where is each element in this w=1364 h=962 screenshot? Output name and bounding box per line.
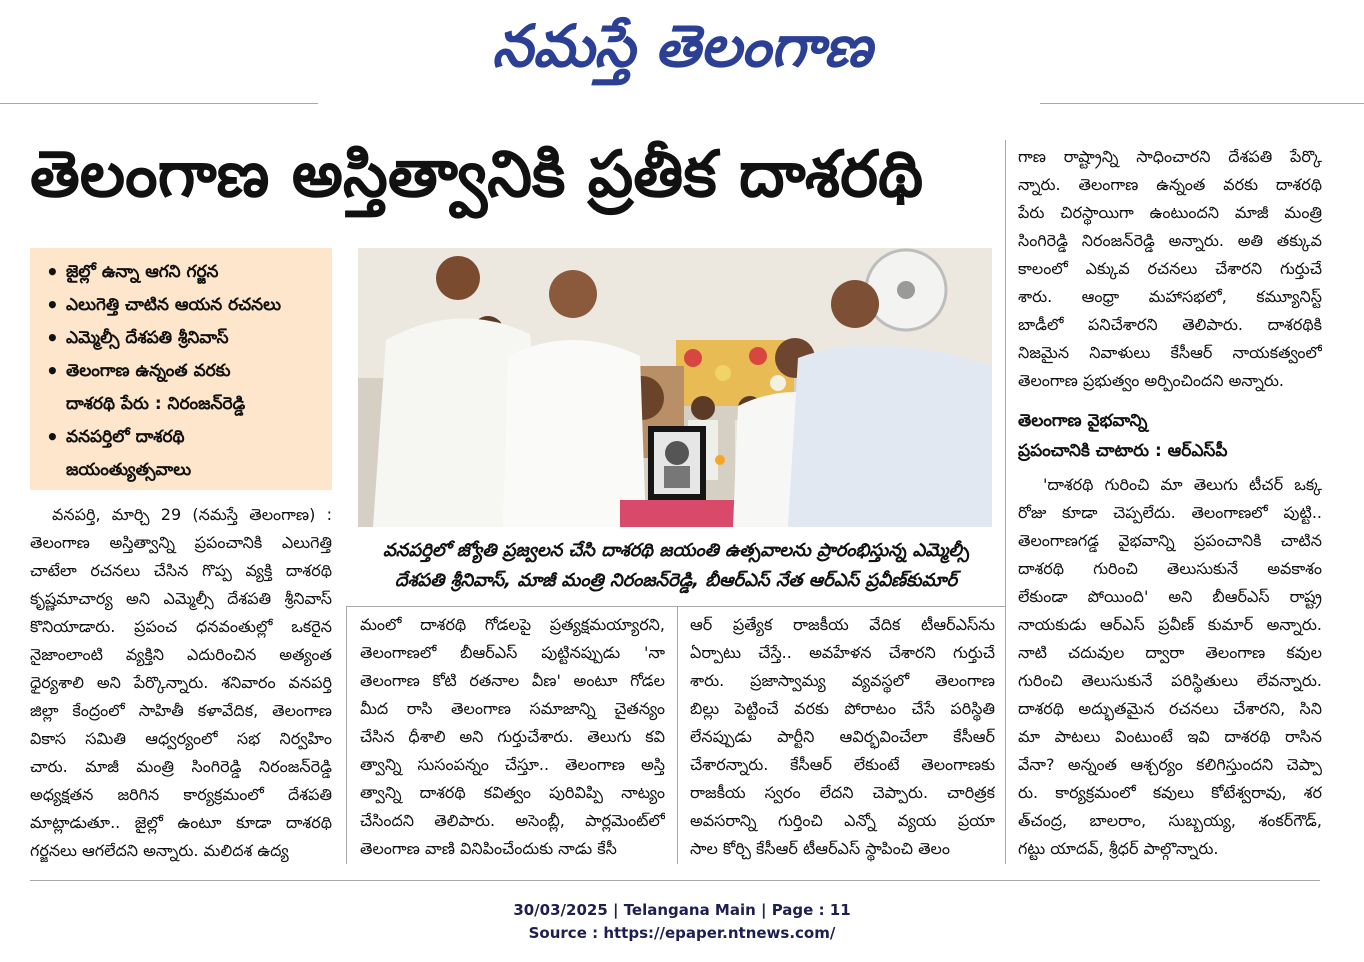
text-line: న్నారు. తెలంగాణ ఉన్నంత వరకు దాశరథి <box>1018 175 1322 194</box>
event-photo-image <box>358 248 992 527</box>
table <box>620 500 740 527</box>
text-line: చేసిన ధీశాలి అని గుర్తుచేశారు. తెలుగు కవి <box>360 727 665 746</box>
text-line: మాట్లాడుతూ.. జైల్లో ఉంటూ కూడా దాశరథి <box>30 813 332 832</box>
newspaper-masthead-logo: నమస్తే తెలంగాణ <box>492 12 872 80</box>
ceiling-fan <box>866 250 946 330</box>
lamp-flame <box>715 455 725 465</box>
text-line: రోజు కూడా చెప్పలేదు. తెలంగాణలో పుట్టి.. <box>1018 503 1322 522</box>
caption-line: వనపర్తిలో జ్యోతి ప్రజ్వలన చేసి దాశరథి జయంతి ఉత్సవాలను ప్రారంభిస్తున్న ఎమ్మెల్సీ <box>382 540 970 561</box>
text-line: సింగిరెడ్డి నిరంజన్‌రెడ్డి అన్నారు. అతి తక్కువ <box>1018 231 1322 250</box>
article-column-2 <box>360 611 665 863</box>
article-column-4-top <box>1018 143 1322 395</box>
text-line: చేశారన్నారు. కేసీఆర్ లేకుంటే తెలంగాణకు <box>690 755 995 774</box>
article-subheading <box>1018 406 1322 466</box>
text-line: బిల్లు పెట్టించే వరకు పోరాటం చేసే పరిస్థితి <box>690 699 995 718</box>
caption-bottom-rule <box>346 606 1005 607</box>
text-line: దాశరథి గురించి తెలుసుకునే అవకాశం <box>1018 559 1322 578</box>
text-line: నిజమైన నివాళులు కేసీఆర్ నాయకత్వంలో <box>1018 343 1322 362</box>
highlight-text: • వనపర్తిలో దాశరథి <box>30 421 332 454</box>
text-line: అవసరాన్ని గుర్తించి ఎన్నో వ్యయ ప్రయా <box>690 811 995 830</box>
highlight-item <box>30 421 332 487</box>
text-line: అధ్యక్షతన జరిగిన కార్యక్రమంలో దేశపతి <box>30 785 332 804</box>
masthead-rule-right <box>1040 103 1364 104</box>
article-column-3 <box>690 611 995 863</box>
text-line: శారు. ప్రజాస్వామ్య వ్యవస్థలో తెలంగాణ <box>690 671 995 690</box>
text-line: బాడీలో పనిచేశారని తెలిపారు. దాశరథికి <box>1018 315 1322 334</box>
highlight-text: • ఎమ్మెల్సీ దేశపతి శ్రీనివాస్ <box>30 322 332 355</box>
text-line: చేసిందని తెలిపారు. అసెంబ్లీ, పార్లమెంట్‌లో <box>360 811 665 830</box>
highlight-text: • తెలంగాణ ఉన్నంత వరకు <box>30 355 332 388</box>
text-line: కాలంలో ఎక్కువ రచనలు చేశారని గుర్తుచే <box>1018 259 1322 278</box>
text-line: త్‌చంద్ర, బాలరాం, సుబ్బయ్య, శంకర్‌గౌడ్, <box>1018 811 1322 830</box>
text-line: తెలంగాణలో బీఆర్‌ఎస్ పుట్టినప్పుడు 'నా <box>360 643 665 662</box>
text-line: 'దాశరథి గురించి మా తెలుగు టీచర్ ఒక్క <box>1043 475 1322 494</box>
text-line: త్వాన్ని దాశరథి కవిత్వం పురివిప్పి నాట్యం <box>360 783 665 802</box>
text-line: ఏర్పాటు చేస్తే.. అవహేళన చేశారని గుర్తుచే <box>690 643 995 662</box>
text-line: నైజాంలాంటి వ్యక్తిని ఎదురించిన అత్యంత <box>30 645 332 664</box>
footer-source: Source : https://epaper.ntnews.com/ <box>528 924 836 942</box>
text-line: లేనప్పుడు పార్టీని ఆవిర్భవించేలా కేసీఆర్ <box>690 727 995 746</box>
column-divider-right <box>1005 140 1006 864</box>
text-line: కొనియాడారు. ప్రపంచ ధనవంతుల్లో ఒకరైన <box>30 617 332 636</box>
text-line: వేనా? అన్నంత ఆశ్చర్యం కలిగిస్తుందని చెప్పా <box>1018 755 1322 774</box>
text-line: దాశరథి అద్భుతమైన రచనలు చేశారని, సిని <box>1018 699 1322 718</box>
highlight-item <box>30 289 332 322</box>
text-line: చారు. మాజీ మంత్రి సింగిరెడ్డి నిరంజన్‌రెడ్డి <box>30 757 332 776</box>
article-column-1 <box>30 501 332 865</box>
text-line: రాజకీయ స్వరం లేదని చెప్పారు. చారిత్రక <box>690 783 995 802</box>
article-headline: తెలంగాణ అస్తిత్వానికి ప్రతీక దాశరథి <box>30 138 924 212</box>
text-line: ధైర్యశాలి అని పేర్కొన్నారు. శనివారం వనపర్తి <box>30 673 332 692</box>
highlight-text: • జైల్లో ఉన్నా ఆగని గర్జన <box>30 256 332 289</box>
text-line: వనపర్తి, మార్చి 29 (నమస్తే తెలంగాణ) : <box>52 505 332 524</box>
photo-caption <box>366 536 986 598</box>
highlight-item <box>30 322 332 355</box>
text-line: తెలంగాణ అస్తిత్వాన్ని ప్రపంచానికి ఎలుగెత్తి <box>30 533 332 552</box>
column-divider-1 <box>346 607 347 864</box>
highlight-text: దాశరథి పేరు : నిరంజన్‌రెడ్డి <box>66 394 246 414</box>
text-line: శారు. ఆంధ్రా మహాసభలో, కమ్యూనిస్ట్ <box>1018 287 1322 306</box>
portrait-frame <box>648 426 706 500</box>
footer-rule <box>30 880 1320 881</box>
text-line: పేరు చిరస్థాయిగా ఉంటుందని మాజీ మంత్రి <box>1018 203 1322 222</box>
text-line: మా పాటలు వింటుంటే ఇవి దాశరథి రాసిన <box>1018 727 1322 746</box>
text-line: కృష్ణమాచార్య అని ఎమ్మెల్సీ దేశపతి శ్రీనివాస్ <box>30 589 332 608</box>
footer-date-edition-page: 30/03/2025 | Telangana Main | Page : 11 <box>513 901 851 919</box>
text-line: వికాస సమితి ఆధ్వర్యంలో సభ నిర్వహిం <box>30 729 332 748</box>
text-line: గురించి తెలుసుకునే పరిస్థితులు లేవన్నారు. <box>1018 671 1322 690</box>
text-line: లేకుండా పోయింది' అని బీఆర్‌ఎస్ రాష్ట్ర <box>1018 587 1322 606</box>
subheading-line: ప్రపంచానికి చాటారు : ఆర్‌ఎస్‌పీ <box>1018 441 1228 461</box>
text-line: గర్జనలు ఆగలేదని అన్నారు. మలిదశ ఉద్య <box>30 841 289 860</box>
text-line: చాటేలా రచనలు చేసిన గొప్ప వ్యక్తి దాశరథి <box>30 561 332 580</box>
highlights-box <box>30 248 332 490</box>
text-line: సాల కోర్చి కేసీఆర్ టీఆర్‌ఎస్ స్థాపించి తెలం <box>690 839 950 858</box>
text-line: తెలంగాణ ప్రభుత్వం అర్పించిందని అన్నారు. <box>1018 371 1284 390</box>
text-line: మీద రాసి తెలంగాణ సమాజాన్ని చైతన్యం <box>360 699 665 718</box>
text-line: గట్టు యాదవ్, శ్రీధర్ పాల్గొన్నారు. <box>1018 839 1219 858</box>
text-line: త్వాన్ని సుసంపన్నం చేస్తూ.. తెలంగాణ అస్తి <box>360 755 665 774</box>
column-divider-2 <box>677 607 678 864</box>
text-line: తెలంగాణ వాణి వినిపించేందుకు నాడు కేసీ <box>360 839 617 858</box>
highlight-text: జయంత్యుత్సవాలు <box>66 460 192 480</box>
text-line: తెలంగాణ కోటి రతనాల వీణ' అంటూ గోడల <box>360 671 665 690</box>
caption-line: దేశపతి శ్రీనివాస్, మాజీ మంత్రి నిరంజన్‌రెడ్డి, బీఆర్‌ఎస్ నేత ఆర్‌ఎస్ ప్రవీణ్‌కుమార్ <box>394 570 958 591</box>
highlight-item <box>30 355 332 421</box>
text-line: జిల్లా కేంద్రంలో సాహితీ కళావేదిక, తెలంగాణ <box>30 701 332 720</box>
text-line: నాయకుడు ఆర్‌ఎస్ ప్రవీణ్ కుమార్ అన్నారు. <box>1018 615 1322 634</box>
event-photo <box>358 248 992 527</box>
article-column-4-bottom <box>1018 471 1322 863</box>
text-line: మంలో దాశరథి గోడలపై ప్రత్యక్షమయ్యారని, <box>360 615 665 634</box>
text-line: రు. కార్యక్రమంలో కవులు కోటేశ్వరావు, శర <box>1018 783 1322 802</box>
subheading-line: తెలంగాణ వైభవాన్ని <box>1018 411 1148 431</box>
text-line: తెలంగాణగడ్డ వైభవాన్ని ప్రపంచానికి చాటిన <box>1018 531 1322 550</box>
text-line: గాణ రాష్ట్రాన్ని సాధించారని దేశపతి పేర్కొ <box>1018 147 1322 166</box>
highlight-item <box>30 256 332 289</box>
masthead-rule-left <box>0 103 318 104</box>
highlight-text: • ఎలుగెత్తి చాటిన ఆయన రచనలు <box>30 289 332 322</box>
text-line: ఆర్ ప్రత్యేక రాజకీయ వేదిక టీఆర్‌ఎస్‌ను <box>690 615 995 634</box>
text-line: నాటి చదువుల ద్వారా తెలంగాణ కవుల <box>1018 643 1322 662</box>
